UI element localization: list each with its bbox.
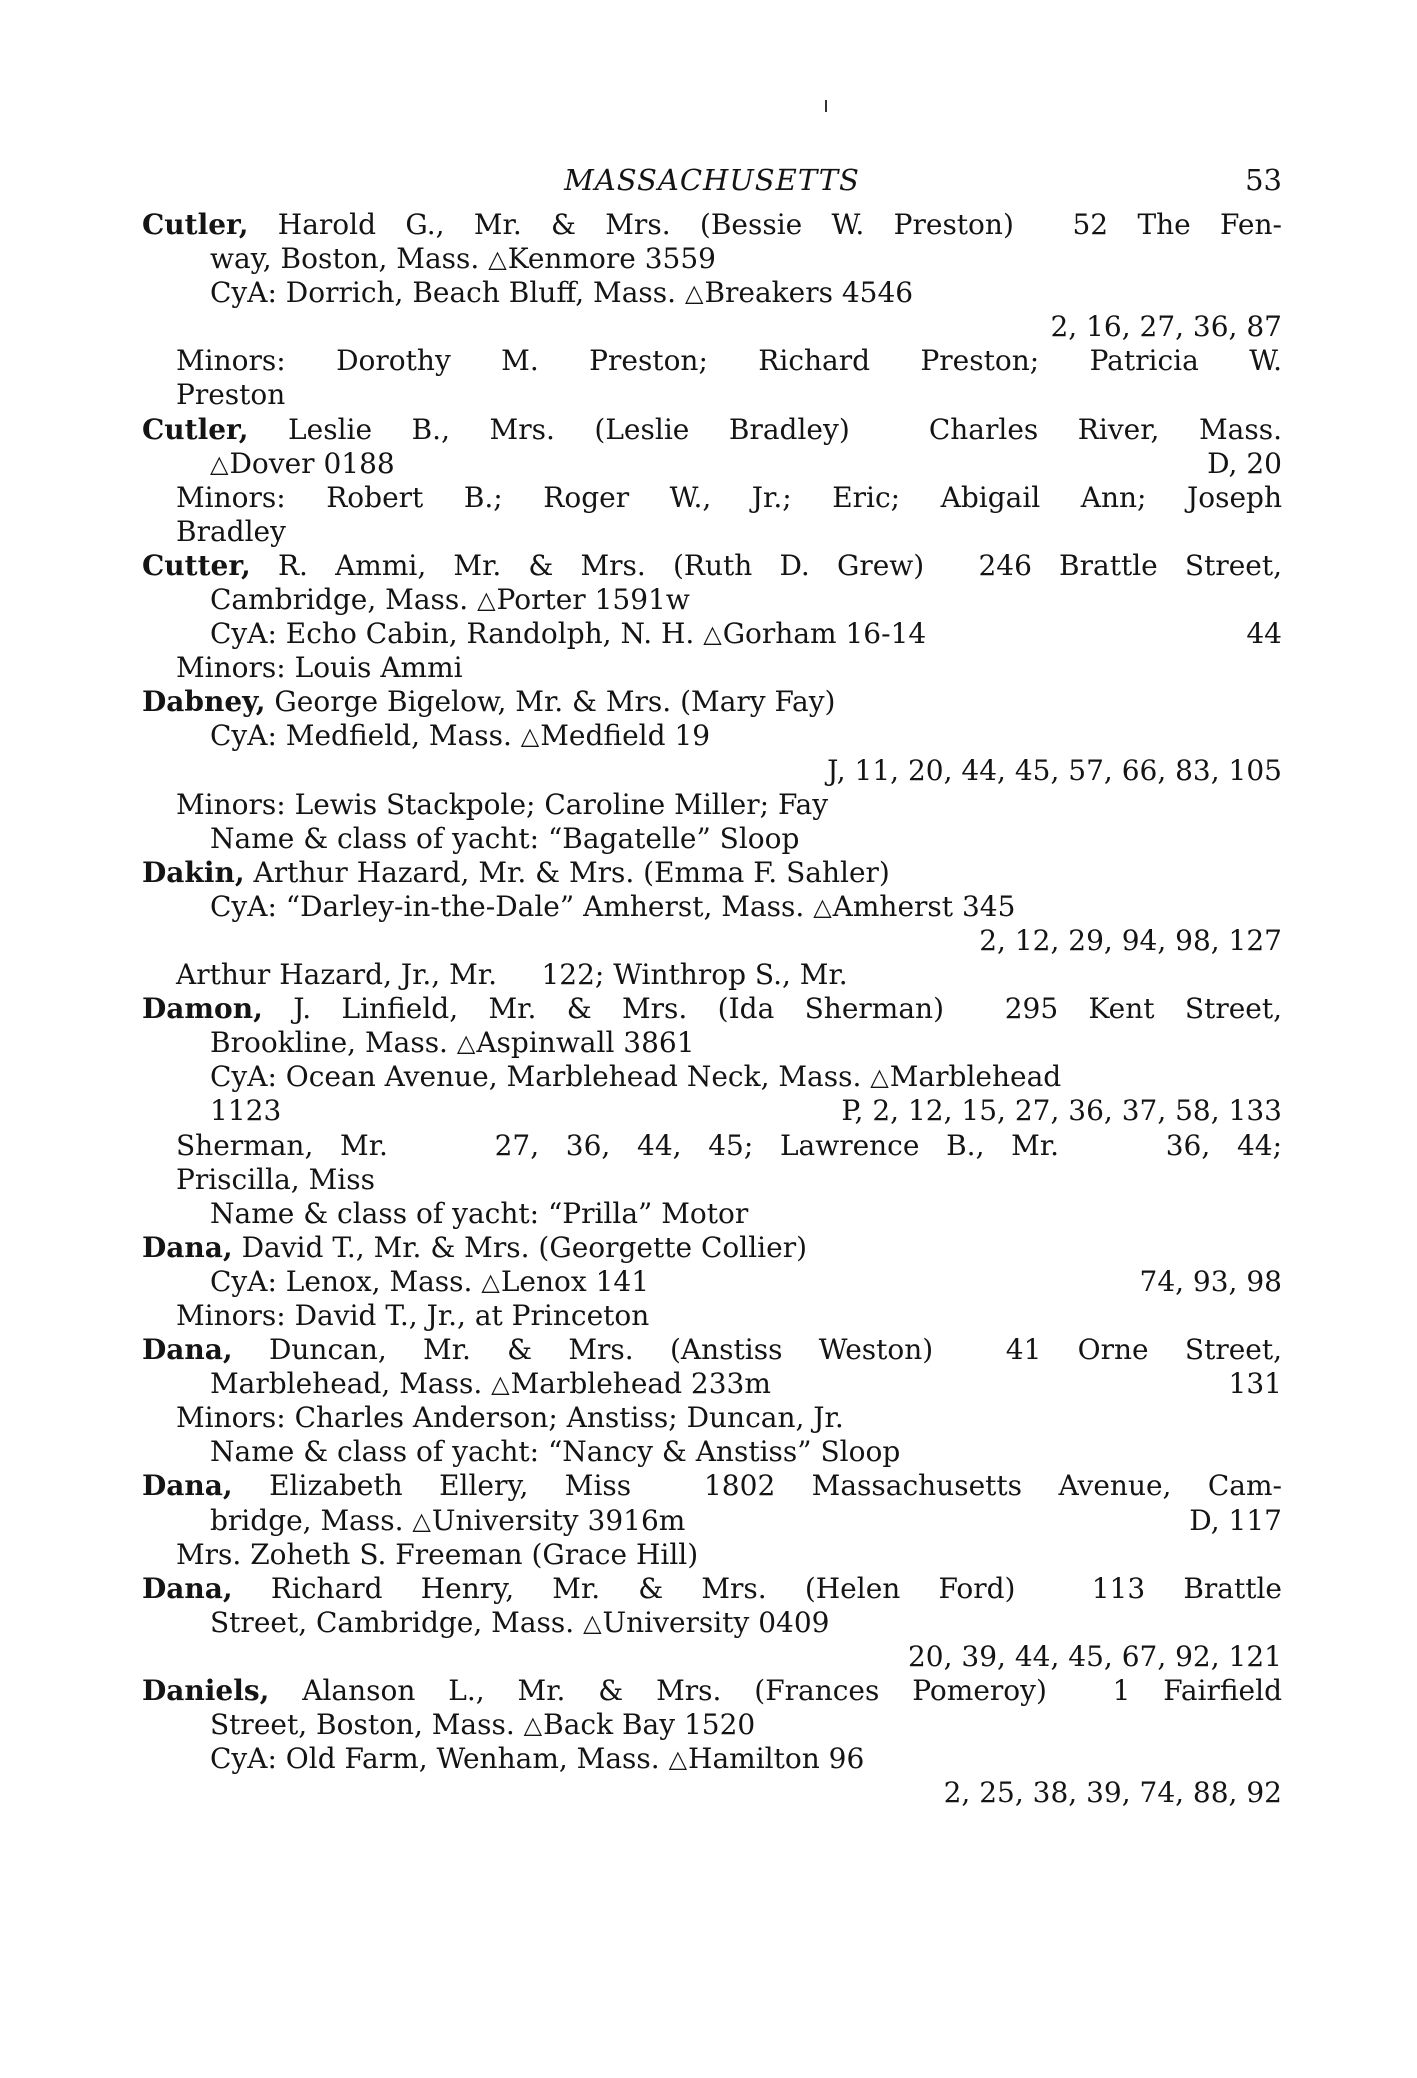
entry-text (142, 856, 890, 890)
entry-body: Marblehead, Mass. (210, 1367, 492, 1401)
club-codes: 2, 16, 27, 36, 87 (1050, 310, 1282, 344)
entry-line (142, 1742, 1282, 1776)
entry-text (176, 1299, 649, 1333)
entry-line (142, 1469, 1282, 1503)
entry-line (142, 1504, 1282, 1538)
entry-text (210, 719, 710, 753)
entry-body: David T., Mr. & Mrs. (Georgette Collier) (232, 1230, 807, 1264)
entry-body: Street, Boston, Mass. (210, 1708, 524, 1742)
telephone-bell-icon: △ (520, 722, 540, 751)
entry-text (176, 515, 286, 549)
entry-body: Leslie B., Mrs. (Leslie Bradley) Charles River, Mass. (248, 412, 1282, 446)
entry-text (210, 242, 716, 276)
entry-body: CyA: Echo Cabin, Randolph, N. H. (210, 617, 704, 651)
entry-line (142, 378, 1282, 412)
entry-line (142, 276, 1282, 310)
entry-line (142, 924, 1282, 958)
entry-text (210, 1435, 900, 1469)
directory-entries (142, 208, 1282, 1810)
entry-line (142, 242, 1282, 276)
telephone-bell-icon: △ (583, 1608, 602, 1637)
entry-line (142, 1606, 1282, 1640)
entry-line (142, 788, 1282, 822)
entry-text (176, 788, 828, 822)
entry-body: Name & class of yacht: “Nancy & Anstiss” Sloop (210, 1435, 901, 1469)
entry-line (142, 890, 1282, 924)
entry-body: Minors: Dorothy M. Preston; Richard Preston; Patricia W. (176, 344, 1282, 378)
entry-body: Minors: Charles Anderson; Anstiss; Duncan, Jr. (176, 1401, 844, 1435)
entry-text (210, 447, 395, 481)
entry-line (142, 583, 1282, 617)
entry-text (210, 1060, 1061, 1094)
entry-text (142, 1231, 807, 1265)
entry-body: Alanson L., Mr. & Mrs. (Frances Pomeroy) 1 Fairfield (269, 1674, 1282, 1708)
entry-line (142, 549, 1282, 583)
entry-line (142, 310, 1282, 344)
stray-mark (825, 100, 827, 112)
entry-text (176, 481, 1282, 515)
entry-line (142, 481, 1282, 515)
entry-body: Preston (176, 378, 286, 412)
entry-surname: Cutter, (142, 548, 251, 582)
entry-line (142, 1708, 1282, 1742)
entry-text (210, 1197, 748, 1231)
entry-line (142, 1674, 1282, 1708)
entry-body: Bradley (176, 514, 286, 548)
entry-body: 1123 (210, 1094, 282, 1128)
entry-body: Cambridge, Mass. (210, 583, 478, 617)
entry-surname: Cutler, (142, 412, 249, 446)
running-title: MASSACHUSETTS (564, 163, 860, 197)
entry-surname: Dakin, (142, 855, 245, 889)
club-codes: D, 117 (1189, 1503, 1282, 1537)
entry-body: Mrs. Zoheth S. Freeman (Grace Hill) (176, 1537, 699, 1571)
telephone-bell-icon: △ (523, 1711, 543, 1740)
entry-line (142, 1265, 1282, 1299)
entry-text (176, 958, 848, 992)
telephone-bell-icon: △ (491, 1370, 510, 1399)
entry-line (142, 856, 1282, 890)
entry-surname: Dabney, (142, 685, 266, 719)
telephone-number: Lenox 141 (500, 1264, 650, 1298)
entry-body: Richard Henry, Mr. & Mrs. (Helen Ford) 113 Brattle (232, 1571, 1282, 1605)
entry-line (142, 685, 1282, 719)
telephone-number: University 3916m (431, 1503, 686, 1537)
entry-body: Duncan, Mr. & Mrs. (Anstiss Weston) 41 Orne Street, (232, 1333, 1282, 1367)
entry-text (142, 1469, 1282, 1503)
telephone-number: Marblehead (889, 1060, 1062, 1094)
entry-line (142, 719, 1282, 753)
entry-surname: Dana, (142, 1333, 233, 1367)
entry-text (210, 1606, 829, 1640)
telephone-number: Marblehead 233m (510, 1367, 771, 1401)
entry-body: CyA: Ocean Avenue, Marblehead Neck, Mass. (210, 1060, 871, 1094)
entry-line (142, 1060, 1282, 1094)
entry-text (176, 1129, 1282, 1163)
entry-body: CyA: Medfield, Mass. (210, 719, 521, 753)
entry-surname: Daniels, (142, 1674, 270, 1708)
entry-body: CyA: Dorrich, Beach Bluff, Mass. (210, 276, 685, 310)
entry-text (210, 1367, 771, 1401)
telephone-bell-icon: △ (210, 449, 229, 478)
telephone-number: Kenmore 3559 (507, 242, 716, 276)
entry-line (142, 1231, 1282, 1265)
telephone-number: Back Bay 1520 (543, 1708, 756, 1742)
telephone-number: Porter 1591w (496, 583, 690, 617)
entry-text (142, 1572, 1282, 1606)
entry-body: Minors: Lewis Stackpole; Caroline Miller; Fay (176, 787, 829, 821)
telephone-bell-icon: △ (456, 1029, 476, 1058)
entry-text (176, 1401, 844, 1435)
entry-line (142, 1333, 1282, 1367)
entry-text (210, 1504, 685, 1538)
telephone-number: Medfield 19 (540, 719, 711, 753)
entry-line (142, 617, 1282, 651)
entry-line (142, 651, 1282, 685)
club-codes: 2, 12, 29, 94, 98, 127 (979, 923, 1282, 957)
telephone-number: Hamilton 96 (688, 1742, 865, 1776)
entry-body: CyA: “Darley-in-the-Dale” Amherst, Mass. (210, 889, 814, 923)
entry-body: Harold G., Mr. & Mrs. (Bessie W. Preston) 52 The Fen- (248, 208, 1282, 241)
entry-surname: Damon, (142, 992, 263, 1026)
entry-text (142, 208, 1282, 242)
telephone-bell-icon: △ (870, 1063, 889, 1092)
entry-text (210, 1708, 755, 1742)
entry-body: Elizabeth Ellery, Miss 1802 Massachusetts Avenue, Cam- (232, 1469, 1282, 1503)
entry-text (210, 1026, 695, 1060)
club-codes: 74, 93, 98 (1139, 1264, 1282, 1298)
club-codes: D, 20 (1207, 446, 1282, 480)
telephone-number: University 0409 (602, 1605, 830, 1639)
entry-body: Name & class of yacht: “Bagatelle” Sloop (210, 821, 800, 855)
entry-text (176, 344, 1282, 378)
entry-line (142, 515, 1282, 549)
telephone-bell-icon: △ (488, 245, 507, 274)
entry-line (142, 1538, 1282, 1572)
entry-body: Minors: Louis Ammi (176, 651, 463, 685)
entry-line (142, 1197, 1282, 1231)
entry-body: Minors: David T., Jr., at Princeton (176, 1299, 650, 1332)
entry-line (142, 1026, 1282, 1060)
entry-body: Priscilla, Miss (176, 1162, 375, 1196)
entry-text (210, 1265, 649, 1299)
entry-text (210, 890, 1015, 924)
entry-body: CyA: Old Farm, Wenham, Mass. (210, 1742, 669, 1776)
running-head (142, 160, 1282, 200)
entry-line (142, 1129, 1282, 1163)
telephone-bell-icon: △ (813, 892, 832, 921)
club-codes: 20, 39, 44, 45, 67, 92, 121 (907, 1639, 1282, 1673)
entry-surname: Dana, (142, 1571, 233, 1605)
telephone-bell-icon: △ (668, 1745, 688, 1774)
entry-text (142, 1674, 1282, 1708)
entry-line (142, 1776, 1282, 1810)
entry-body: Arthur Hazard, Jr., Mr. 122; Winthrop S., Mr. (176, 958, 848, 992)
entry-line (142, 344, 1282, 378)
entry-line (142, 1094, 1282, 1128)
entry-line (142, 1640, 1282, 1674)
entry-body: Brookline, Mass. (210, 1026, 457, 1060)
entry-text (210, 583, 690, 617)
telephone-bell-icon: △ (412, 1506, 431, 1535)
entry-line (142, 447, 1282, 481)
entry-line (142, 1367, 1282, 1401)
telephone-bell-icon: △ (684, 279, 704, 308)
entry-text (210, 617, 926, 651)
entry-text (176, 1163, 375, 1197)
entry-surname: Dana, (142, 1469, 233, 1503)
entry-text (210, 276, 913, 310)
club-codes: J, 11, 20, 44, 45, 57, 66, 83, 105 (827, 753, 1282, 787)
entry-line (142, 958, 1282, 992)
entry-line (142, 822, 1282, 856)
telephone-number: Dover 0188 (229, 446, 395, 480)
entry-text (142, 992, 1282, 1026)
telephone-number: Amherst 345 (832, 889, 1016, 923)
entry-line (142, 1435, 1282, 1469)
page-number: 53 (1245, 163, 1282, 197)
telephone-bell-icon: △ (481, 1267, 500, 1296)
entry-text (142, 549, 1282, 583)
entry-line (142, 754, 1282, 788)
entry-body: Street, Cambridge, Mass. (210, 1605, 584, 1639)
entry-text (210, 1094, 281, 1128)
club-codes: 44 (1246, 617, 1282, 651)
entry-body: Arthur Hazard, Mr. & Mrs. (Emma F. Sahler) (244, 855, 890, 889)
telephone-number: Breakers 4546 (704, 276, 914, 310)
entry-line (142, 208, 1282, 242)
entry-body: J. Linfield, Mr. & Mrs. (Ida Sherman) 295 Kent Street, (262, 992, 1282, 1026)
entry-surname: Dana, (142, 1230, 233, 1264)
entry-body: George Bigelow, Mr. & Mrs. (Mary Fay) (265, 685, 836, 719)
telephone-bell-icon: △ (703, 620, 722, 649)
entry-line (142, 1572, 1282, 1606)
telephone-bell-icon: △ (477, 586, 496, 615)
telephone-number: Gorham 16-14 (722, 617, 927, 651)
club-codes: 131 (1228, 1367, 1282, 1401)
entry-line (142, 992, 1282, 1026)
entry-body: R. Ammi, Mr. & Mrs. (Ruth D. Grew) 246 Brattle Street, (250, 548, 1282, 582)
entry-body: way, Boston, Mass. (210, 242, 489, 276)
entry-line (142, 1163, 1282, 1197)
entry-body: Sherman, Mr. 27, 36, 44, 45; Lawrence B., Mr. 36, 44; (176, 1128, 1282, 1162)
entry-line (142, 1401, 1282, 1435)
telephone-number: Aspinwall 3861 (476, 1026, 695, 1060)
entry-text (142, 413, 1282, 447)
entry-body: Minors: Robert B.; Roger W., Jr.; Eric; Abigail Ann; Joseph (176, 480, 1282, 514)
club-codes: P, 2, 12, 15, 27, 36, 37, 58, 133 (841, 1094, 1282, 1128)
entry-line (142, 1299, 1282, 1333)
entry-text (176, 651, 463, 685)
entry-surname: Cutler, (142, 208, 249, 241)
entry-text (142, 1333, 1282, 1367)
entry-text (176, 378, 285, 412)
entry-body: Name & class of yacht: “Prilla” Motor (210, 1196, 749, 1230)
entry-body: bridge, Mass. (210, 1503, 413, 1537)
entry-text (210, 1742, 864, 1776)
entry-body: CyA: Lenox, Mass. (210, 1264, 482, 1298)
entry-line (142, 413, 1282, 447)
entry-text (210, 822, 799, 856)
entry-text (142, 685, 835, 719)
club-codes: 2, 25, 38, 39, 74, 88, 92 (943, 1776, 1282, 1810)
entry-text (176, 1538, 698, 1572)
